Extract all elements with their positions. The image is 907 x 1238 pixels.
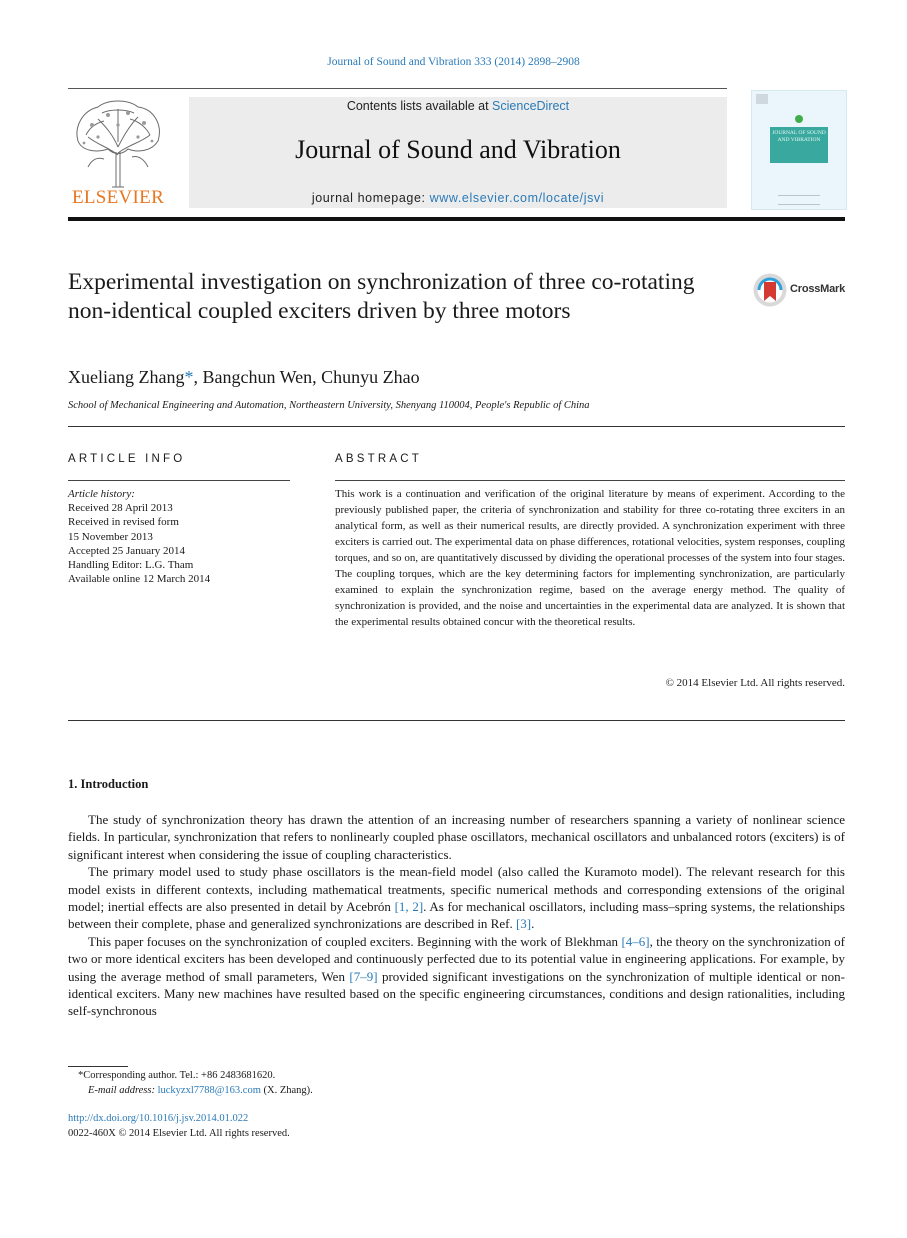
text-run: provided significant investigations on the synchronization of multiple identical or non-identical exciters. Many new machines have resulted based on the specific engineering circumstances, conditions and design rationalities, including self-synchronous [68,968,845,1019]
doi-link[interactable]: http://dx.doi.org/10.1016/j.jsv.2014.01.022 [68,1113,249,1124]
article-info-heading: ARTICLE INFO [68,453,186,465]
text-run: , the theory on the synchronization of two or more identical exciters has been developed and continuously perfected due to its potential value in engineering applications. For example, by using the average method of small parameters, Wen [68,933,845,984]
author-separator: , [312,367,322,387]
author-separator: , [193,367,203,387]
doi-block [68,1112,290,1141]
corresponding-author-note [68,1069,668,1084]
body-paragraph [68,863,845,933]
citation-link[interactable]: [7–9] [349,968,378,984]
abstract-rule [335,480,845,481]
cover-publisher-mark [756,94,768,104]
sciencedirect-link[interactable]: ScienceDirect [492,99,570,113]
elsevier-wordmark: ELSEVIER [71,187,165,208]
author-list [68,367,420,388]
article-history-label: Article history: [68,488,135,500]
citation-link[interactable]: [1, 2] [394,899,424,915]
text-run: The primary model used to study phase oscillators is the mean-field model (also called the Kuramoto model). The relevant research for this model exists in different contexts, including mathematical treatments, specific numerical methods and corresponding extensions of the original model; inertial effects are also presented in detail by Acebrón [68,864,845,915]
author-affiliation: School of Mechanical Engineering and Automation, Northeastern University, Shenyang 110004, People's Republic of China [68,400,590,411]
author-name[interactable]: Xueliang Zhang [68,367,185,387]
cover-dot-icon [795,115,803,123]
text-run: This paper focuses on the synchronization of coupled exciters. Beginning with the work of Blekhman [88,933,622,949]
email-label: E-mail address: [88,1084,158,1096]
email-suffix: (X. Zhang). [260,1084,313,1096]
history-item: Accepted 25 January 2014 [68,544,185,557]
body-paragraph [68,933,845,1020]
article-title: Experimental investigation on synchronization of three co-rotating non-identical coupled exciters driven by three motors [68,269,695,324]
corresponding-author-text: Corresponding author. Tel.: +86 2483681620. [83,1070,276,1081]
citation-link[interactable]: [3] [515,916,532,932]
abstract-copyright: © 2014 Elsevier Ltd. All rights reserved. [665,677,845,689]
divider [68,426,845,427]
history-item: 15 November 2013 [68,530,153,543]
journal-citation-link[interactable]: Journal of Sound and Vibration 333 (2014) 2898–2908 [327,56,580,68]
cover-title: JOURNAL OF SOUND AND VIBRATION [772,130,826,143]
footnote-mark: * [78,1070,84,1081]
section-heading-introduction: 1. Introduction [68,777,149,791]
corresponding-author-mark[interactable]: * [184,367,194,387]
history-item: Available online 12 March 2014 [68,573,211,586]
author-name[interactable]: Bangchun Wen [202,367,313,387]
divider [68,720,845,721]
contents-prefix: Contents lists available at [346,99,493,113]
article-history [68,487,308,586]
body-paragraph: The study of synchronization theory has drawn the attention of an increasing number of researchers spanning a variety of nonlinear science fields. In particular, synchronization that refers to nonlinearly coupled phase oscillators, mechanical oscillators and unbalanced rotors (exciters) is of significant interest when considering the issue of coupling characteristics. [68,812,845,862]
journal-masthead [189,97,727,208]
cover-footer-lines [778,195,820,205]
text-run: . [531,916,535,932]
crossmark-label: CrossMark [790,283,846,295]
contents-available-line [189,99,727,113]
cover-title-block [770,127,828,163]
abstract-text: This work is a continuation and verification of the original literature by means of experiment. According to the previously published paper, the criteria of synchronization and stability for three co-rotating three exciters in an analytical form, as well as their numerical results, are directly provided. A synchronization experiment with three exciters is carried out. The experimental data on phase differences, rotational velocities, system responses, coupling torques, and so on, are quantitatively discussed by dividing the operational processes of the system into four stages. The coupling torques, which are the key determining factors for implementing synchronization, are particularly examined to explain the synchronization regime, based on the average energy method. The quality of synchronization is provided, and the noise and uncertainties in the experimental data are analyzed. It is shown that the experimental results obtained concur with the theoretical results. [335,488,845,628]
homepage-prefix: journal homepage: [311,191,430,205]
history-item: Received in revised form [68,516,179,529]
introduction-body [68,811,845,1020]
issn-copyright: 0022-460X © 2014 Elsevier Ltd. All rights reserved. [68,1127,290,1139]
footnotes [68,1069,668,1099]
masthead-top-rule [68,88,727,89]
masthead-bottom-rule [68,217,845,221]
journal-name: Journal of Sound and Vibration [295,135,621,164]
elsevier-logo [68,97,168,209]
history-item: Received 28 April 2013 [68,502,173,515]
email-note [68,1084,668,1099]
footnote-rule [68,1066,128,1067]
crossmark-badge[interactable] [752,272,852,308]
history-item: Handling Editor: L.G. Tham [68,559,194,572]
author-email-link[interactable]: luckyzxl7788@163.com [157,1084,261,1096]
journal-homepage-link[interactable]: www.elsevier.com/locate/jsvi [429,191,605,205]
elsevier-tree-icon [68,97,168,189]
author-name[interactable]: Chunyu Zhao [321,367,420,387]
text-run: . As for mechanical oscillators, including mass–spring systems, the relationships between their complete, phase and generalized synchronizations are described in Ref. [68,899,845,932]
abstract-heading: ABSTRACT [335,453,422,465]
crossmark-icon [752,272,788,308]
citation-link[interactable]: [4–6] [621,933,650,949]
journal-homepage-line [189,191,727,205]
article-info-rule [68,480,290,481]
journal-cover-thumbnail[interactable] [751,90,847,210]
